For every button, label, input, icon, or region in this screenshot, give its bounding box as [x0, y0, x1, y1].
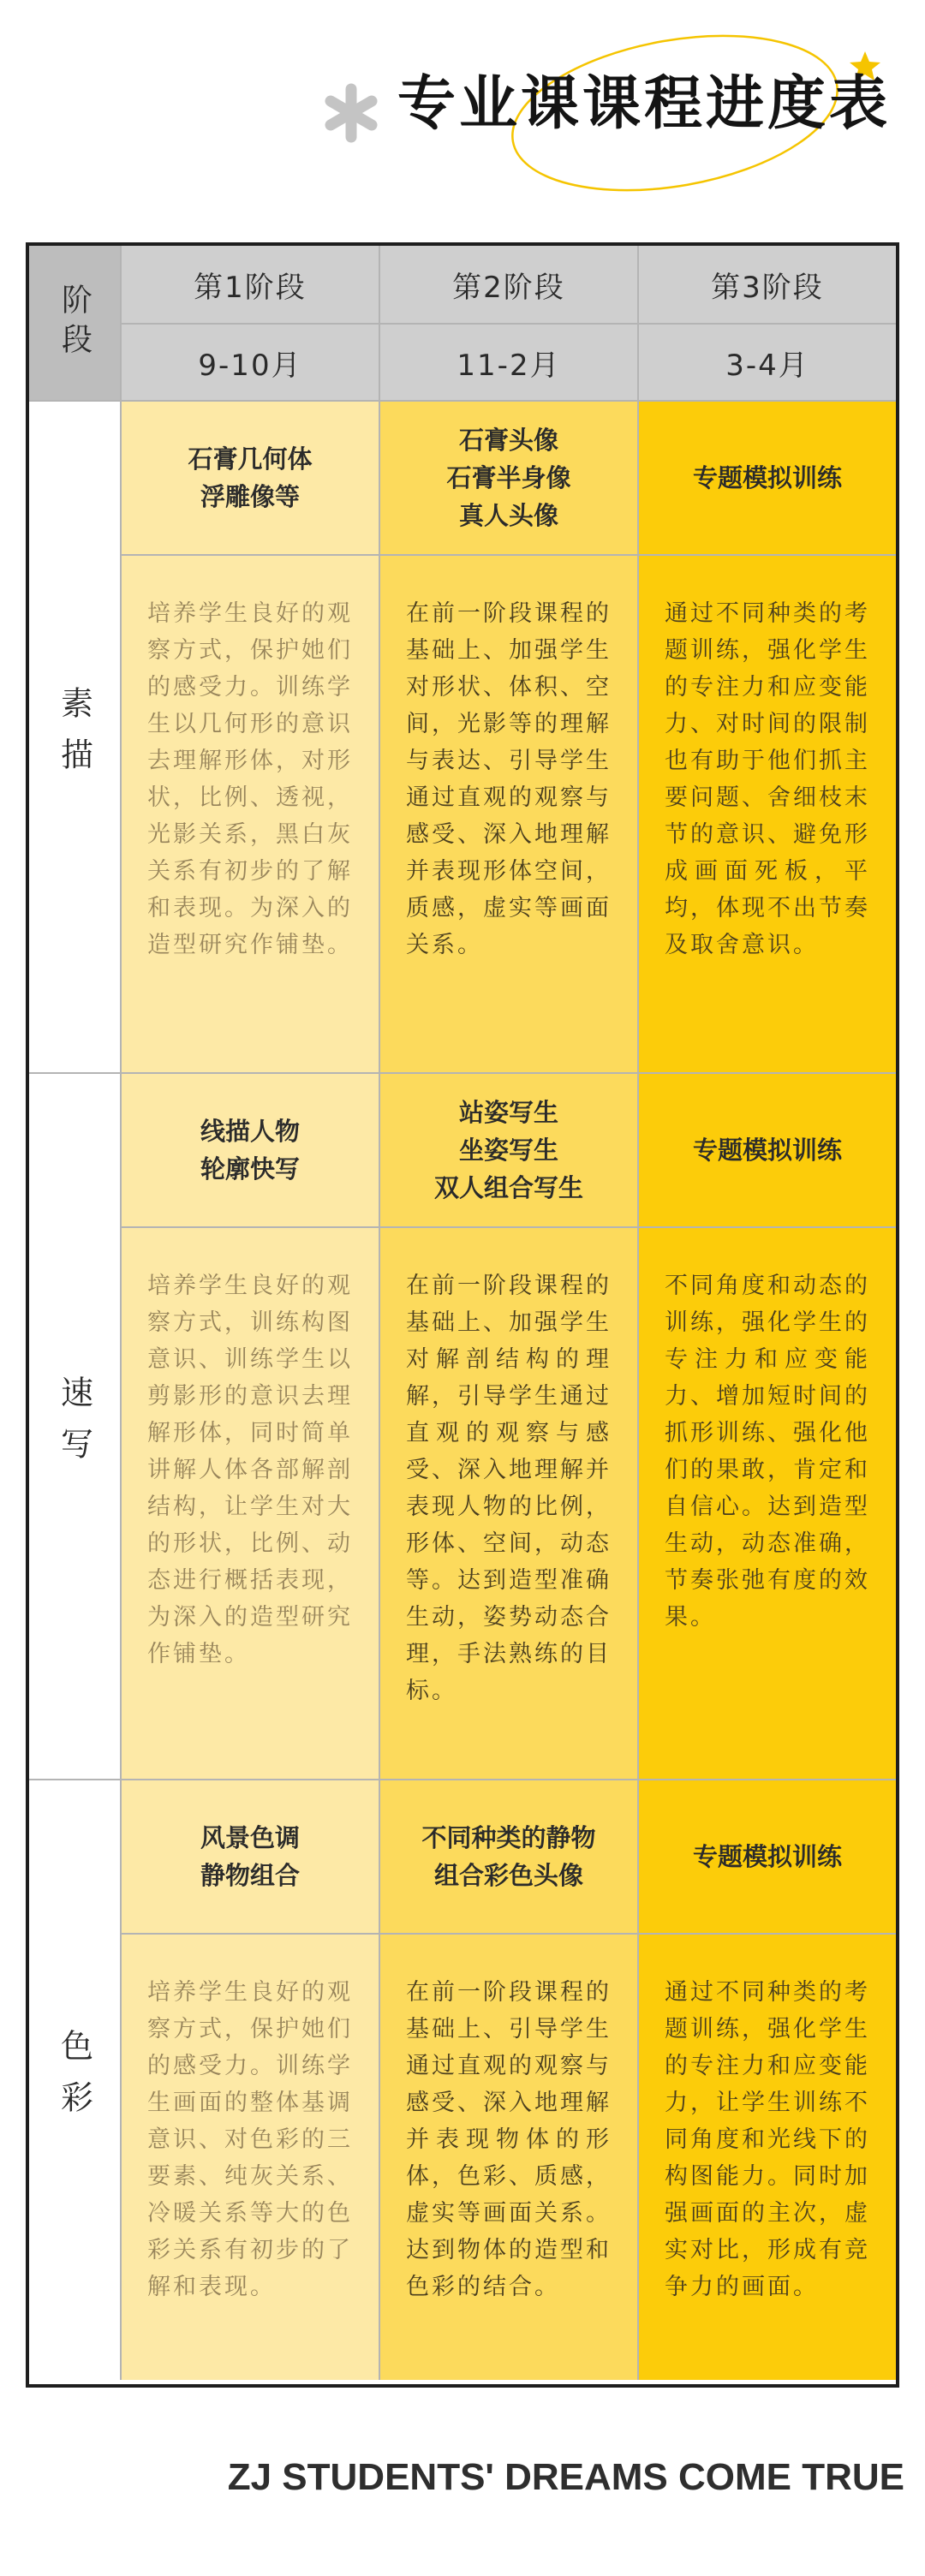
topic-cell [380, 1780, 639, 1935]
topic-line: 石膏头像 [458, 426, 558, 455]
topic-line: 双人组合写生 [433, 1173, 583, 1202]
page-title: 专业课课程进度表 [397, 70, 891, 138]
description-cell [639, 1935, 896, 2380]
phase-2-name: 第2阶段 [380, 246, 639, 325]
phase-3-name: 第3阶段 [639, 246, 896, 325]
topic-line: 坐姿写生 [458, 1136, 558, 1165]
topic-line: 线描人物 [200, 1117, 300, 1146]
topic-line: 石膏几何体 [188, 444, 313, 474]
topic-line: 轮廓快写 [200, 1154, 300, 1184]
description-text: 不同角度和动态的训练，强化学生的专注力和应变能力、增加短时间的抓形训练、强化他们的果敢，肯定和自信心。达到造型生动，动态准确，节奏张弛有度的效果。 [665, 1273, 870, 1631]
topic-cell [122, 1780, 380, 1935]
subject-label-sketch: 素描 [29, 402, 122, 1074]
description-text: 在前一阶段课程的基础上、加强学生对解剖结构的理解，引导学生通过直观的观察与感受、深入地理解并表现人物的比例，形体、空间，动态等。达到造型准确生动，姿势动态合理，手法熟练的目标。 [406, 1273, 612, 1704]
topic-line: 组合彩色头像 [433, 1861, 583, 1890]
topic-cell [380, 402, 639, 556]
description-cell [639, 1228, 896, 1780]
description-cell [380, 1935, 639, 2380]
topic-line: 风景色调 [200, 1823, 300, 1852]
description-text: 培养学生良好的观察方式，保护她们的感受力。训练学生画面的整体基调意识、对色彩的三要素、纯灰关系、冷暖关系等大的色彩关系有初步的了解和表现。 [147, 1979, 353, 2300]
description-text: 通过不同种类的考题训练，强化学生的专注力和应变能力、对时间的限制也有助于他们抓主要问题、舍细枝末节的意识、避免形成画面死板，平均，体现不出节奏及取舍意识。 [665, 600, 870, 958]
description-text: 在前一阶段课程的基础上、引导学生通过直观的观察与感受、深入地理解并表现物体的形体，色彩、质感，虚实等画面关系。达到物体的造型和色彩的结合。 [406, 1979, 612, 2300]
asterisk-icon [331, 89, 372, 137]
topic-line: 站姿写生 [458, 1098, 558, 1127]
description-cell [639, 556, 896, 1074]
topic-line: 专题模拟训练 [692, 1842, 842, 1871]
corner-label: 阶段 [57, 283, 92, 362]
topic-line: 不同种类的静物 [421, 1823, 596, 1852]
subject-label-color: 色彩 [29, 1780, 122, 2380]
subject-label-croquis: 速写 [29, 1074, 122, 1780]
schedule-table [26, 242, 899, 2388]
footer-slogan: ZJ STUDENTS' DREAMS COME TRUE [227, 2456, 904, 2498]
phase-3-months: 3-4月 [639, 325, 896, 402]
description-cell [380, 556, 639, 1074]
description-text: 通过不同种类的考题训练，强化学生的专注力和应变能力，让学生训练不同角度和光线下的构图能力。同时加强画面的主次，虚实对比，形成有竞争力的画面。 [665, 1979, 870, 2300]
topic-line: 石膏半身像 [446, 463, 571, 492]
topic-cell [380, 1074, 639, 1228]
description-text: 在前一阶段课程的基础上、加强学生对形状、体积、空间，光影等的理解与表达、引导学生通过直观的观察与感受、深入地理解并表现形体空间，质感，虚实等画面关系。 [406, 600, 612, 958]
description-text: 培养学生良好的观察方式，保护她们的感受力。训练学生以几何形的意识去理解形体，对形状，比例、透视，光影关系，黑白灰关系有初步的了解和表现。为深入的造型研究作铺垫。 [147, 600, 353, 958]
topic-line: 真人头像 [458, 501, 558, 530]
description-cell [380, 1228, 639, 1780]
phase-1-name: 第1阶段 [122, 246, 380, 325]
topic-cell [122, 1074, 380, 1228]
topic-line: 专题模拟训练 [692, 463, 842, 492]
description-cell [122, 556, 380, 1074]
topic-cell [639, 402, 896, 556]
phase-1-months: 9-10月 [122, 325, 380, 402]
topic-cell [639, 1074, 896, 1228]
description-cell [122, 1228, 380, 1780]
phase-2-months: 11-2月 [380, 325, 639, 402]
title-area [0, 0, 925, 206]
topic-line: 静物组合 [200, 1861, 300, 1890]
description-text: 培养学生良好的观察方式，训练构图意识、训练学生以剪影形的意识去理解形体，同时简单讲解人体各部解剖结构，让学生对大的形状，比例、动态进行概括表现，为深入的造型研究作铺垫。 [147, 1273, 353, 1667]
topic-line: 浮雕像等 [200, 482, 300, 511]
description-cell [122, 1935, 380, 2380]
phase-corner-header [29, 246, 122, 402]
topic-cell [122, 402, 380, 556]
topic-line: 专题模拟训练 [692, 1136, 842, 1165]
topic-cell [639, 1780, 896, 1935]
